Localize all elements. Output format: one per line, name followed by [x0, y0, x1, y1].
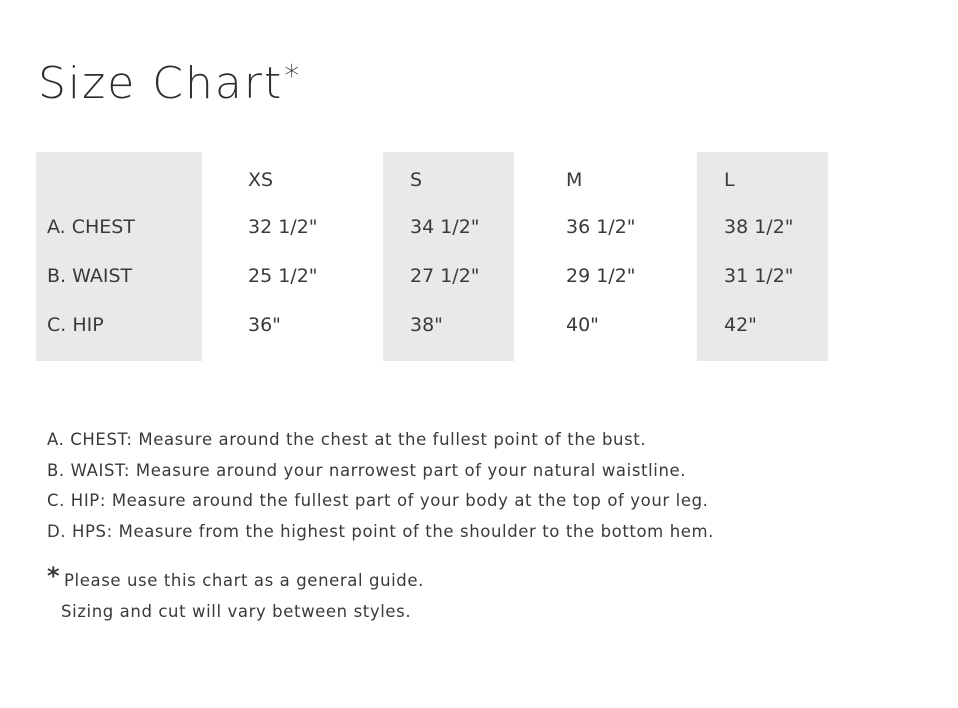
table-cell: 31 1/2"	[724, 265, 794, 287]
footnote	[47, 562, 424, 627]
table-cell: 34 1/2"	[410, 216, 480, 238]
note-chest: A. CHEST: Measure around the chest at the fullest point of the bust.	[47, 430, 647, 449]
size-l-column-shade	[697, 152, 828, 361]
table-cell: 38"	[410, 314, 443, 336]
header-xs: XS	[248, 169, 274, 191]
note-waist: B. WAIST: Measure around your narrowest part of your natural waistline.	[47, 460, 687, 480]
measurement-notes	[47, 425, 714, 547]
footnote-line-1: Please use this chart as a general guide.	[64, 571, 424, 590]
table-cell: 38 1/2"	[724, 216, 794, 238]
table-cell: 40"	[566, 314, 599, 336]
table-cell: 32 1/2"	[248, 216, 318, 238]
header-l: L	[724, 169, 735, 191]
row-label-chest: A. CHEST	[47, 216, 135, 238]
footnote-line-2: Sizing and cut will vary between styles.	[61, 602, 412, 621]
table-cell: 25 1/2"	[248, 265, 318, 287]
table-cell: 27 1/2"	[410, 265, 480, 287]
title-asterisk: *	[284, 59, 302, 94]
table-cell: 36"	[248, 314, 281, 336]
note-hps: D. HPS: Measure from the highest point of the shoulder to the bottom hem.	[47, 521, 715, 541]
header-m: M	[566, 169, 583, 191]
table-cell: 42"	[724, 314, 757, 336]
page-title	[38, 58, 302, 109]
size-s-column-shade	[383, 152, 514, 361]
table-cell: 36 1/2"	[566, 216, 636, 238]
row-label-hip: C. HIP	[47, 314, 104, 336]
title-text: Size Chart	[38, 58, 284, 109]
row-label-waist: B. WAIST	[47, 265, 133, 287]
footnote-asterisk: *	[47, 562, 61, 590]
header-s: S	[410, 169, 423, 191]
table-cell: 29 1/2"	[566, 265, 636, 287]
note-hip: C. HIP: Measure around the fullest part of your body at the top of your leg.	[47, 491, 709, 510]
